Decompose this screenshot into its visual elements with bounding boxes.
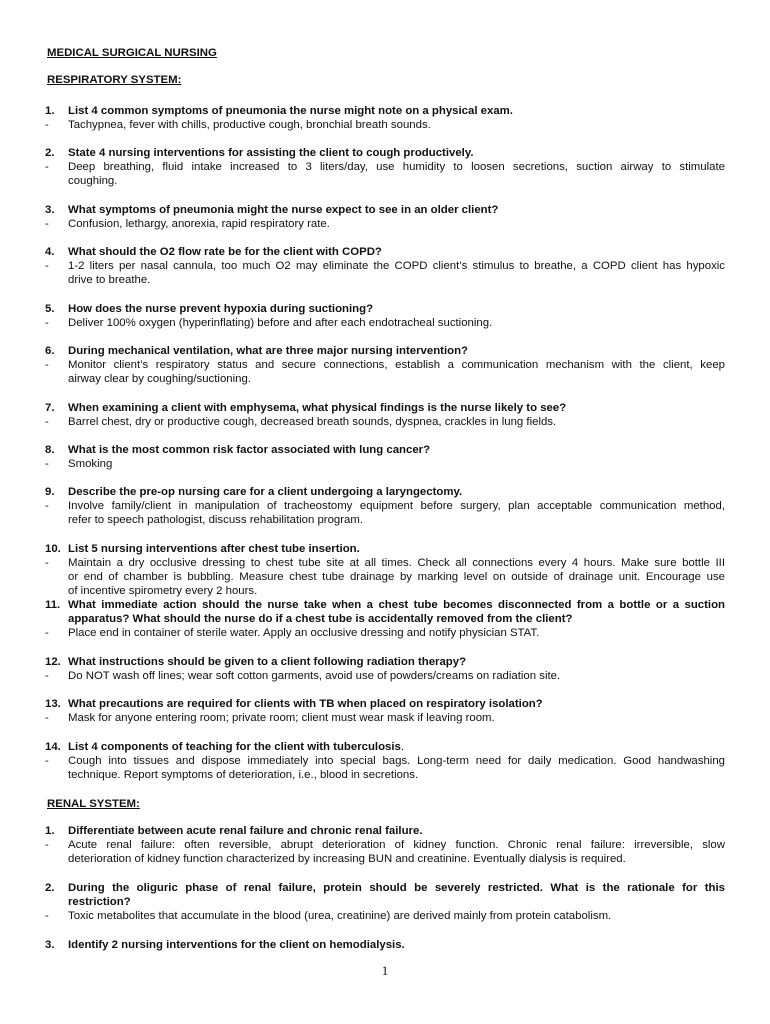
answer-bullet: - [45,161,49,174]
answer-text: Deliver 100% oxygen (hyperinflating) before and after each endotracheal suctioning. [68,317,493,330]
answer-text: Confusion, lethargy, anorexia, rapid respiratory rate. [68,218,330,231]
answer-text: Cough into tissues and dispose immediately into special bags. Long-term need for daily medication. Good handwashing [68,755,725,768]
answer-bullet: - [45,755,49,768]
answer-text: airway clear by coughing/suctioning. [68,373,251,386]
question-text: apparatus? What should the nurse do if a chest tube is accidentally removed from the client? [68,613,573,626]
answer-text: drive to breathe. [68,274,151,287]
question-text: What should the O2 flow rate be for the client with COPD? [68,246,382,258]
answer-text: 1-2 liters per nasal cannula, too much O2 may eliminate the COPD client’s stimulus to breathe, a COPD client has hypoxic [68,260,725,273]
answer-text: Monitor client’s respiratory status and secure connections, establish a communication mechanism with the client, keep [68,359,725,372]
question-text: During the oliguric phase of renal failure, protein should be severely restricted. What is the rationale for this [68,882,725,894]
page-number: 1 [381,963,389,978]
question-text: List 4 common symptoms of pneumonia the nurse might note on a physical exam. [68,105,513,117]
answer-text: of incentive spirometry every 2 hours. [68,585,258,598]
question-text: restriction? [68,896,131,909]
section-heading: RESPIRATORY SYSTEM: [47,74,182,86]
answer-bullet: - [45,627,49,640]
answer-bullet: - [45,260,49,273]
answer-text: deterioration of kidney function characterized by increasing BUN and creatinine. Eventually dialysis is required. [68,853,626,866]
question-text: Identify 2 nursing interventions for the client on hemodialysis. [68,939,405,951]
question-number: 9. [45,486,55,498]
question-number: 2. [45,882,55,894]
answer-text: Mask for anyone entering room; private room; client must wear mask if leaving room. [68,712,495,725]
section-heading: RENAL SYSTEM: [47,798,140,810]
answer-bullet: - [45,218,49,231]
question-number: 1. [45,105,55,117]
question-text: Differentiate between acute renal failure and chronic renal failure. [68,825,423,837]
question-number: 1. [45,825,55,837]
answer-bullet: - [45,712,49,725]
question-text: What symptoms of pneumonia might the nurse expect to see in an older client? [68,204,499,216]
question-suffix: . [400,741,405,753]
question-number: 14. [45,741,61,753]
answer-text: Maintain a dry occlusive dressing to chest tube site at all times. Check all connections every 4 hours. Make sure bottle III [68,557,725,570]
question-number: 6. [45,345,55,357]
answer-text: Do NOT wash off lines; wear soft cotton garments, avoid use of powders/creams on radiation site. [68,670,561,683]
question-text: What precautions are required for clients with TB when placed on respiratory isolation? [68,698,543,710]
answer-bullet: - [45,359,49,372]
question-text: State 4 nursing interventions for assisting the client to cough productively. [68,147,474,159]
question-text: What instructions should be given to a client following radiation therapy? [68,656,467,668]
question-text: During mechanical ventilation, what are three major nursing intervention? [68,345,469,357]
question-text: Describe the pre-op nursing care for a client undergoing a laryngectomy. [68,486,463,498]
question-text: List 5 nursing interventions after chest tube insertion. [68,543,360,555]
question-number: 5. [45,303,55,315]
question-number: 11. [45,599,61,611]
answer-text: technique. Report symptoms of deterioration, i.e., blood in secretions. [68,769,419,782]
question-number: 2. [45,147,55,159]
question-text: When examining a client with emphysema, what physical findings is the nurse likely to see? [68,402,567,414]
answer-text: Tachypnea, fever with chills, productive cough, bronchial breath sounds. [68,119,431,132]
answer-bullet: - [45,910,49,923]
answer-bullet: - [45,500,49,513]
answer-text: coughing. [68,175,118,188]
answer-text: or end of chamber is bubbling. Measure chest tube drainage by marking level on outside of drainage unit. Encourage use [68,571,725,584]
question-number: 3. [45,939,55,951]
question-text: What immediate action should the nurse take when a chest tube becomes disconnected from a bottle or a suction [68,599,725,611]
answer-bullet: - [45,839,49,852]
question-number: 3. [45,204,55,216]
answer-bullet: - [45,557,49,570]
answer-bullet: - [45,119,49,132]
document-title: MEDICAL SURGICAL NURSING [47,47,217,59]
answer-bullet: - [45,317,49,330]
answer-bullet: - [45,670,49,683]
question-number: 10. [45,543,61,555]
answer-text: Place end in container of sterile water. Apply an occlusive dressing and notify physician STAT. [68,627,540,640]
answer-bullet: - [45,458,49,471]
answer-text: Smoking [68,458,113,471]
question-number: 12. [45,656,61,668]
question-number: 13. [45,698,61,710]
answer-bullet: - [45,416,49,429]
answer-text: Acute renal failure: often reversible, abrupt deterioration of kidney function. Chronic renal failure: irreversible, slow [68,839,725,852]
question-number: 7. [45,402,55,414]
answer-text: Barrel chest, dry or productive cough, decreased breath sounds, dyspnea, crackles in lung fields. [68,416,557,429]
question-text: What is the most common risk factor associated with lung cancer? [68,444,431,456]
question-text: List 4 components of teaching for the client with tuberculosis. [68,741,405,753]
answer-text: refer to speech pathologist, discuss rehabilitation program. [68,514,364,527]
answer-text: Toxic metabolites that accumulate in the blood (urea, creatinine) are derived mainly from protein catabolism. [68,910,612,923]
answer-text: Deep breathing, fluid intake increased to 3 liters/day, use humidity to loosen secretions, suction airway to stimulate [68,161,725,174]
question-number: 8. [45,444,55,456]
answer-text: Involve family/client in manipulation of tracheostomy equipment before surgery, plan acceptable communication method, [68,500,725,513]
question-text: How does the nurse prevent hypoxia during suctioning? [68,303,374,315]
question-number: 4. [45,246,55,258]
